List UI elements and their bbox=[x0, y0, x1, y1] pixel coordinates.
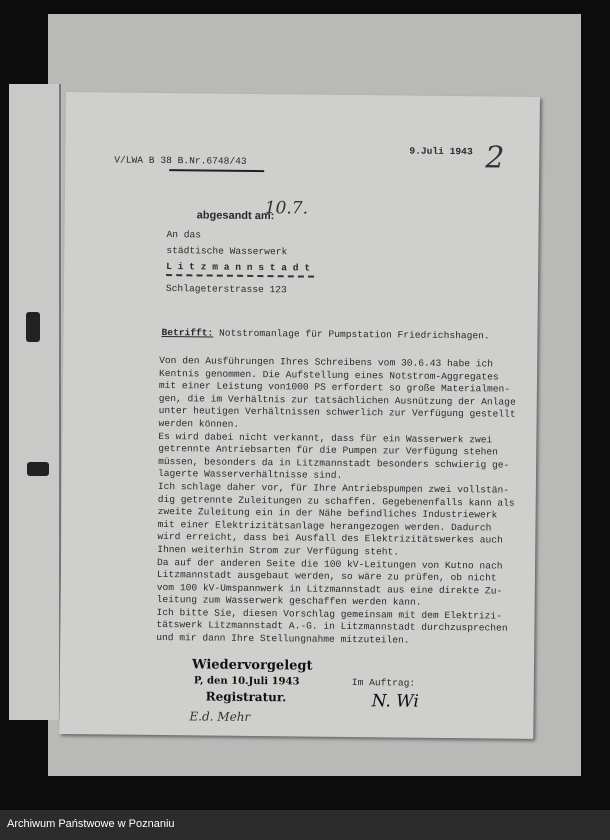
body-line: wird erreicht, dass bei Ausfall des Elektrizitätswerkes auch bbox=[157, 531, 503, 546]
body-line: werden können. bbox=[158, 417, 240, 430]
body-line: lagerte Wasserverhältnisse sind. bbox=[157, 468, 343, 482]
subject-label: Betrifft: bbox=[161, 327, 214, 339]
body-line: und mir dann Ihre Stellungnahme mitzuteilen. bbox=[156, 632, 410, 646]
body-line: zweite Zuleitung ein in der Nähe befindliches Industriewerk bbox=[157, 506, 498, 521]
signature: N. Wi bbox=[371, 691, 419, 712]
address-line: An das bbox=[166, 229, 202, 241]
body-line: dig getrennte Zuleitungen zu schaffen. Gegebenenfalls kann als bbox=[157, 493, 515, 509]
stamp-line: Wiedervorgelegt bbox=[191, 657, 313, 674]
body-line: Ich bitte Sie, diesen Vorschlag gemeinsam mit dem Elektrizi- bbox=[156, 606, 503, 622]
punch-hole bbox=[27, 462, 49, 476]
document-sheet bbox=[59, 92, 540, 739]
archive-name: Archiwum Państwowe w Poznaniu bbox=[7, 818, 175, 830]
body-line: vom 100 kV-Umspannwerk in Litzmannstadt aus eine direkte Zu- bbox=[156, 581, 503, 597]
body-line: Ich schlage daher vor, für Ihre Antriebspumpen zwei vollstän- bbox=[157, 480, 510, 496]
body-line: gen, die im Verhältnis zur tatsächlichen Ausnützung der Anlage bbox=[158, 392, 516, 408]
body-line: unter heutigen Verhältnissen schwerlich zur Verfügung gestellt bbox=[158, 405, 516, 421]
body-line: mit einer Leistung von1000 PS erfordert so große Materialmen- bbox=[158, 380, 511, 395]
document-date: 9.Juli 1943 bbox=[409, 145, 473, 158]
registry-signature: E.d. Mehr bbox=[189, 709, 251, 724]
body-line: tätswerk Litzmannstadt A.-G. in Litzmannstadt durchzusprechen bbox=[156, 619, 508, 635]
adjacent-page-strip bbox=[9, 84, 61, 720]
body-line: Es wird dabei nicht verkannt, dass für ein Wasserwerk zwei bbox=[158, 430, 493, 446]
body-line: Von den Ausführungen Ihres Schreibens vom 30.6.43 habe ich bbox=[159, 354, 494, 370]
body-line: mit einer Elektrizitätsanlage herangezogen werden. Dadurch bbox=[157, 518, 492, 534]
address-divider bbox=[166, 274, 314, 278]
address-street: Schlageterstrasse 123 bbox=[165, 283, 287, 296]
stamp-line: Registratur. bbox=[205, 689, 287, 705]
address-line: städtische Wasserwerk bbox=[166, 245, 288, 258]
stamp-date: P, den 10.Juli 1943 bbox=[193, 675, 300, 688]
letter-body bbox=[156, 355, 516, 648]
sent-date-handwritten: 10.7. bbox=[264, 198, 309, 219]
body-line: Kentnis genommen. Die Aufstellung eines Notstrom-Aggregates bbox=[159, 367, 499, 383]
punch-hole bbox=[26, 312, 40, 342]
body-line: Litzmannstadt ausgebaut werden, so wäre zu prüfen, ob nicht bbox=[156, 569, 497, 584]
body-line: Ihnen weiterhin Strom zur Verfügung steht. bbox=[157, 543, 400, 558]
closing-text: Im Auftrag: bbox=[351, 677, 416, 689]
body-line: müssen, besonders da in Litzmannstadt besonders schwierig ge- bbox=[158, 455, 510, 471]
subject-line bbox=[161, 327, 489, 341]
reference-number: V/LWA B 38 B.Nr.6748/43 bbox=[114, 154, 247, 167]
archive-footer bbox=[0, 810, 610, 840]
reference-underline bbox=[169, 169, 264, 172]
body-line: leitung zum Wasserwerk geschaffen werden kann. bbox=[156, 594, 422, 609]
address-city: L i t z m a n n s t a d t bbox=[166, 261, 311, 274]
body-line: Da auf der anderen Seite die 100 kV-Leitungen von Kutno nach bbox=[157, 556, 503, 572]
body-line: getrennte Antriebsarten für die Pumpen zur Verfügung stehen bbox=[158, 443, 498, 458]
handwritten-page-number: 2 bbox=[485, 140, 505, 176]
sent-label: abgesandt am: bbox=[196, 209, 275, 223]
subject-text: Notstromanlage für Pumpstation Friedrichshagen. bbox=[219, 327, 490, 342]
